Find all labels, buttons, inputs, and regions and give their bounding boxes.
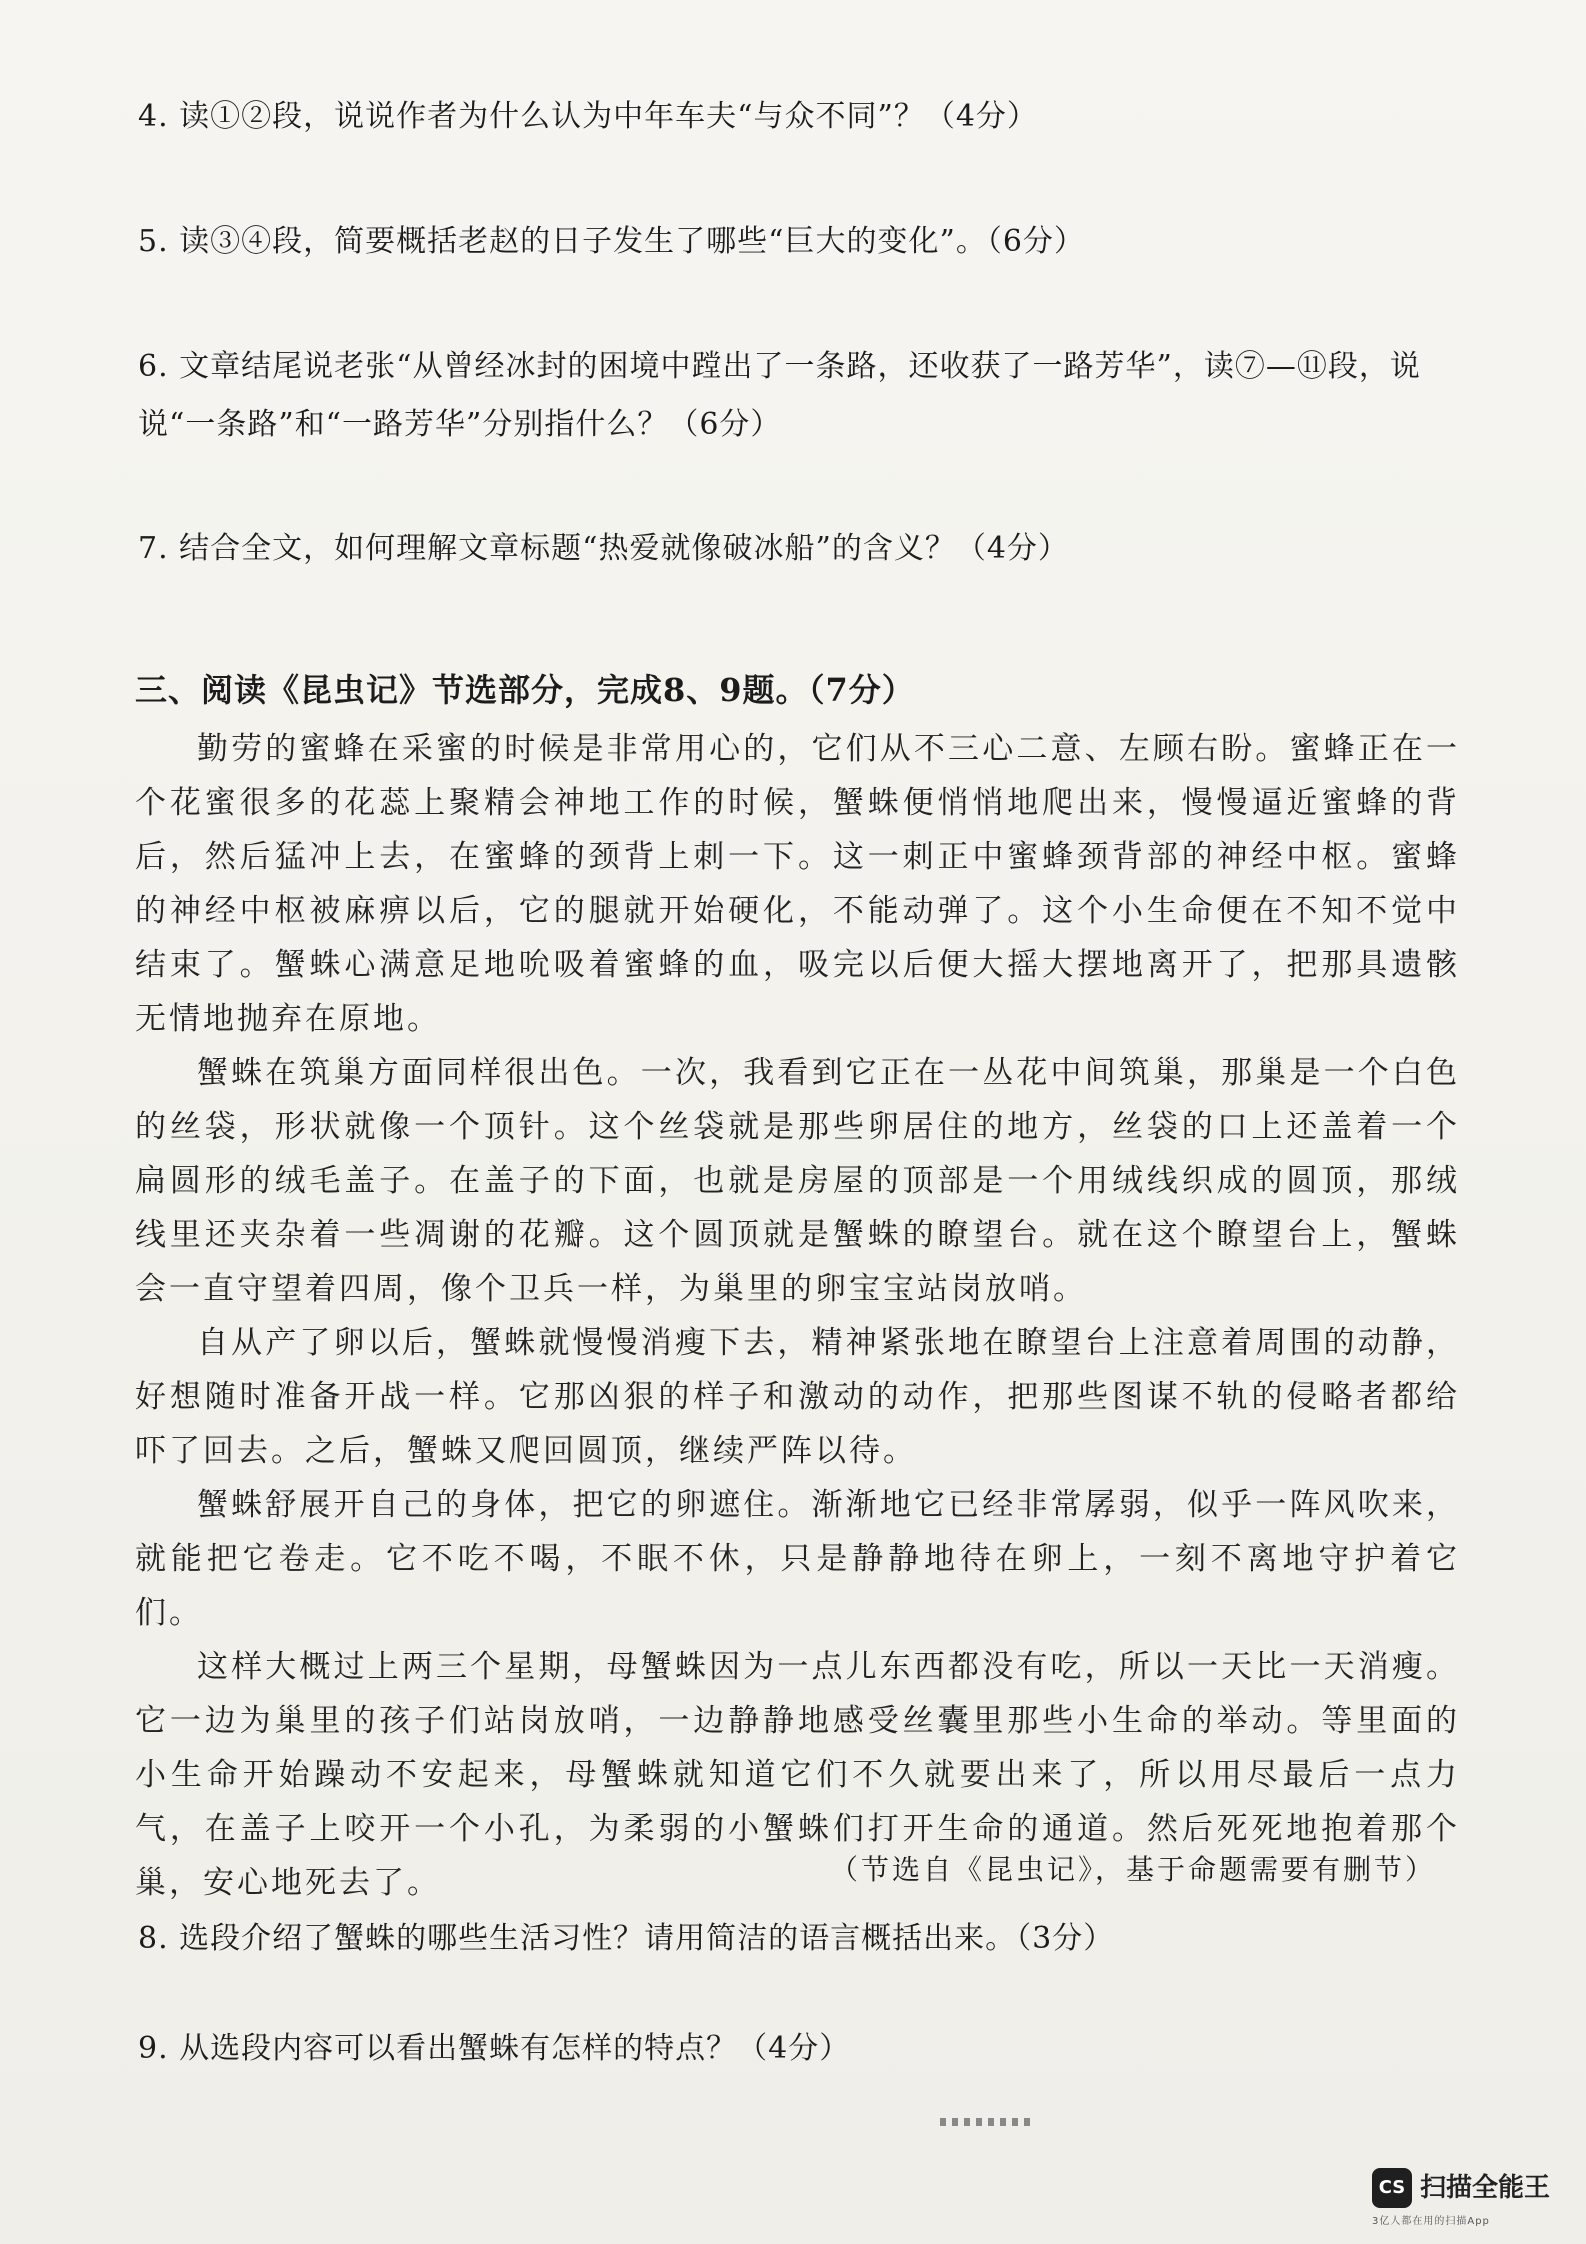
passage-source: （节选自《昆虫记》，基于命题需要有删节） — [829, 1853, 1436, 1886]
question-9: 9. 从选段内容可以看出蟹蛛有怎样的特点？（4分） — [138, 2031, 851, 2066]
section-3-heading: 三、阅读《昆虫记》节选部分，完成8、9题。（7分） — [135, 671, 915, 709]
scanner-watermark — [1372, 2160, 1572, 2230]
passage — [135, 722, 1460, 1910]
question-4: 4. 读①②段，说说作者为什么认为中年车夫“与众不同”？（4分） — [138, 99, 1038, 134]
question-6: 6. 文章结尾说老张“从曾经冰封的困境中蹚出了一条路，还收获了一路芳华”，读⑦—⑪段，说说“一条路”和“一路芳华”分别指什么？（6分） — [138, 349, 1421, 442]
camscanner-logo-icon: CS — [1372, 2168, 1412, 2208]
passage-paragraph-4: 蟹蛛舒展开自己的身体，把它的卵遮住。渐渐地它已经非常孱弱，似乎一阵风吹来，就能把它卷走。它不吃不喝，不眠不休，只是静静地待在卵上，一刻不离地守护着它们。 — [135, 1487, 1460, 1631]
question-7: 7. 结合全文，如何理解文章标题“热爱就像破冰船”的含义？（4分） — [138, 531, 1069, 566]
watermark-app-name: 扫描全能王 — [1420, 2173, 1551, 2203]
watermark-tagline: 3亿人都在用的扫描App — [1372, 2216, 1490, 2227]
question-5: 5. 读③④段，简要概括老赵的日子发生了哪些“巨大的变化”。（6分） — [138, 224, 1085, 259]
passage-paragraph-1: 勤劳的蜜蜂在采蜜的时候是非常用心的，它们从不三心二意、左顾右盼。蜜蜂正在一个花蜜很多的花蕊上聚精会神地工作的时候，蟹蛛便悄悄地爬出来，慢慢逼近蜜蜂的背后，然后猛冲上去，在蜜蜂的颈背上刺一下。这一刺正中蜜蜂颈背部的神经中枢。蜜蜂的神经中枢被麻痹以后，它的腿就开始硬化，不能动弹了。这个小生命便在不知不觉中结束了。蟹蛛心满意足地吮吸着蜜蜂的血，吸完以后便大摇大摆地离开了，把那具遗骸无情地抛弃在原地。 — [135, 731, 1460, 1037]
question-8: 8. 选段介绍了蟹蛛的哪些生活习性？请用简洁的语言概括出来。（3分） — [138, 1921, 1115, 1956]
passage-paragraph-5: 这样大概过上两三个星期，母蟹蛛因为一点儿东西都没有吃，所以一天比一天消瘦。它一边为巢里的孩子们站岗放哨，一边静静地感受丝囊里那些小生命的举动。等里面的小生命开始躁动不安起来，母蟹蛛就知道它们不久就要出来了，所以用尽最后一点力气，在盖子上咬开一个小孔，为柔弱的小蟹蛛们打开生命的通道。然后死死地抱着那个巢，安心地死去了。 — [135, 1649, 1460, 1901]
passage-paragraph-2: 蟹蛛在筑巢方面同样很出色。一次，我看到它正在一丛花中间筑巢，那巢是一个白色的丝袋，形状就像一个顶针。这个丝袋就是那些卵居住的地方，丝袋的口上还盖着一个扁圆形的绒毛盖子。在盖子的下面，也就是房屋的顶部是一个用绒线织成的圆顶，那绒线里还夹杂着一些凋谢的花瓣。这个圆顶就是蟹蛛的瞭望台。就在这个瞭望台上，蟹蛛会一直守望着四周，像个卫兵一样，为巢里的卵宝宝站岗放哨。 — [135, 1055, 1460, 1307]
page-number-smudge — [940, 2118, 1030, 2126]
passage-paragraph-3: 自从产了卵以后，蟹蛛就慢慢消瘦下去，精神紧张地在瞭望台上注意着周围的动静，好想随时准备开战一样。它那凶狠的样子和激动的动作，把那些图谋不轨的侵略者都给吓了回去。之后，蟹蛛又爬回圆顶，继续严阵以待。 — [135, 1325, 1460, 1469]
